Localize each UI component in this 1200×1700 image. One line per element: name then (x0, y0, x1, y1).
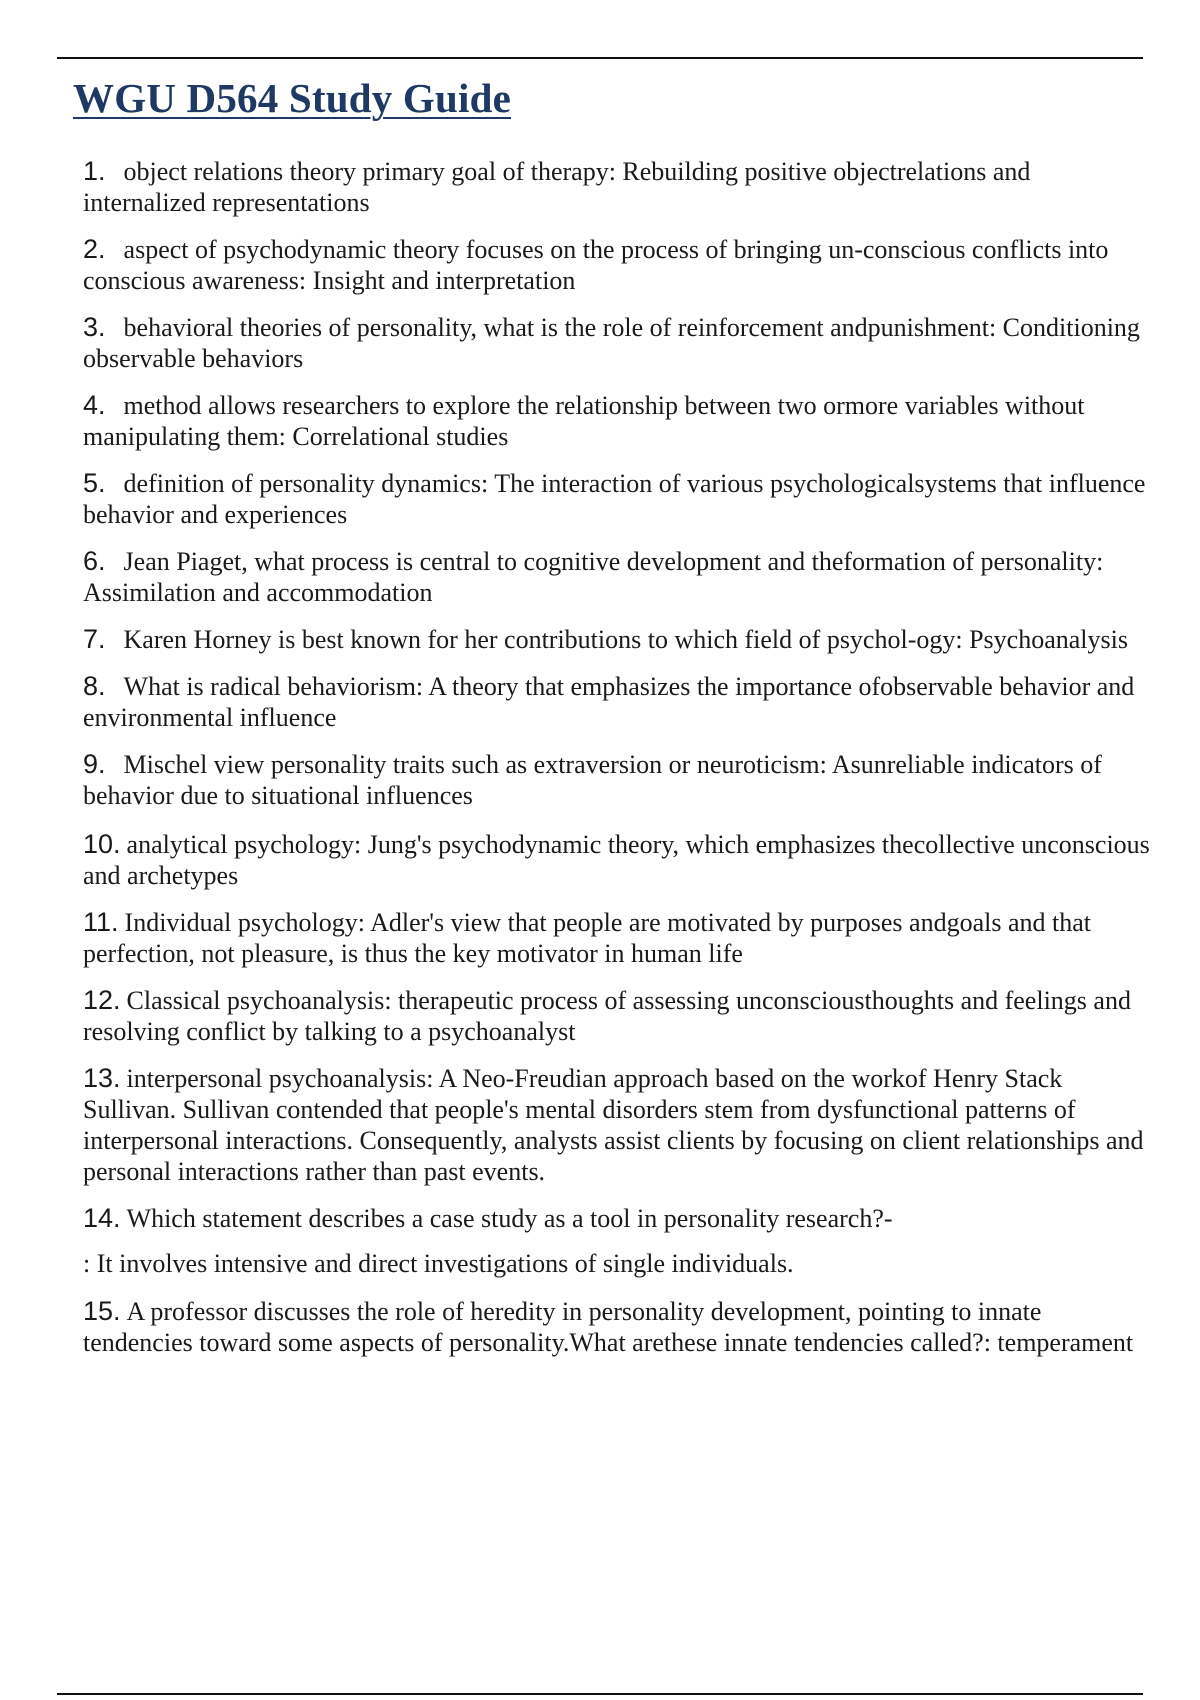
item-text: Jean Piaget, what process is central to cognitive development and theformation of personality: Assimilation and accommodation (83, 547, 1104, 607)
item-number: 1. (83, 156, 106, 186)
list-item (83, 985, 1153, 1047)
item-number: 3. (83, 312, 106, 342)
item-text: What is radical behaviorism: A theory that emphasizes the importance ofobservable behavior and environmental influence (83, 672, 1135, 732)
list-item (83, 671, 1153, 733)
item-text: Which statement describes a case study as a tool in personality research?- (126, 1204, 893, 1233)
list-item (83, 390, 1153, 452)
list-item (83, 1296, 1153, 1358)
item-text: method allows researchers to explore the relationship between two ormore variables without manipulating them: Correlational studies (83, 391, 1085, 451)
study-guide-list (83, 156, 1153, 1374)
top-rule (57, 57, 1143, 59)
item-number: 5. (83, 468, 106, 498)
list-item (83, 907, 1153, 969)
list-item (83, 624, 1153, 655)
item-number: 14. (83, 1203, 121, 1233)
list-item (83, 829, 1153, 891)
page-title: WGU D564 Study Guide (73, 75, 512, 121)
list-item (83, 468, 1153, 530)
list-item (83, 1063, 1153, 1187)
item-number: 7. (83, 624, 106, 654)
item-text: object relations theory primary goal of therapy: Rebuilding positive objectrelations and internalized representations (83, 157, 1031, 217)
list-item (83, 234, 1153, 296)
item-number: 15. (83, 1296, 121, 1326)
list-item (83, 312, 1153, 374)
item-text: Classical psychoanalysis: therapeutic process of assessing unconsciousthoughts and feelings and resolving conflict by talking to a psychoanalyst (83, 986, 1131, 1046)
item-text: A professor discusses the role of heredity in personality development, pointing to innate tendencies toward some aspects of personality.What arethese innate tendencies called?: temperament (83, 1297, 1134, 1357)
item-number: 2. (83, 234, 106, 264)
item-text: definition of personality dynamics: The interaction of various psychologicalsystems that influence behavior and experiences (83, 469, 1146, 529)
item-text: Individual psychology: Adler's view that people are motivated by purposes andgoals and that perfection, not pleasure, is thus the key motivator in human life (83, 908, 1091, 968)
item-text: analytical psychology: Jung's psychodynamic theory, which emphasizes thecollective unconscious and archetypes (83, 830, 1150, 890)
item-text: interpersonal psychoanalysis: A Neo-Freudian approach based on the workof Henry Stack Sullivan. Sullivan contended that people's mental disorders stem from dysfunctional patterns of interpersonal interactions. Consequently, analysts assist clients by focusing on client relationships and personal interactions rather than past events. (83, 1064, 1144, 1186)
list-item (83, 1203, 1153, 1234)
item-number: 6. (83, 546, 106, 576)
item-text: Karen Horney is best known for her contributions to which field of psychol-ogy: Psychoanalysis (123, 625, 1128, 654)
item-number: 4. (83, 390, 106, 420)
list-item (83, 156, 1153, 218)
list-item (83, 546, 1153, 608)
item-text: Mischel view personality traits such as extraversion or neuroticism: Asunreliable indicators of behavior due to situational influences (83, 750, 1102, 810)
bottom-rule (57, 1693, 1143, 1695)
item-number: 10. (83, 829, 121, 859)
item-number: 8. (83, 671, 106, 701)
item-number: 12. (83, 985, 121, 1015)
item-number: 13. (83, 1063, 121, 1093)
item-number: 9. (83, 749, 106, 779)
item-text: aspect of psychodynamic theory focuses on the process of bringing un-conscious conflicts into conscious awareness: Insight and interpretation (83, 235, 1109, 295)
list-item (83, 749, 1153, 811)
item-answer: : It involves intensive and direct investigations of single individuals. (83, 1249, 794, 1278)
item-number: 11. (83, 907, 119, 937)
item-text: behavioral theories of personality, what is the role of reinforcement andpunishment: Conditioning observable behaviors (83, 313, 1140, 373)
